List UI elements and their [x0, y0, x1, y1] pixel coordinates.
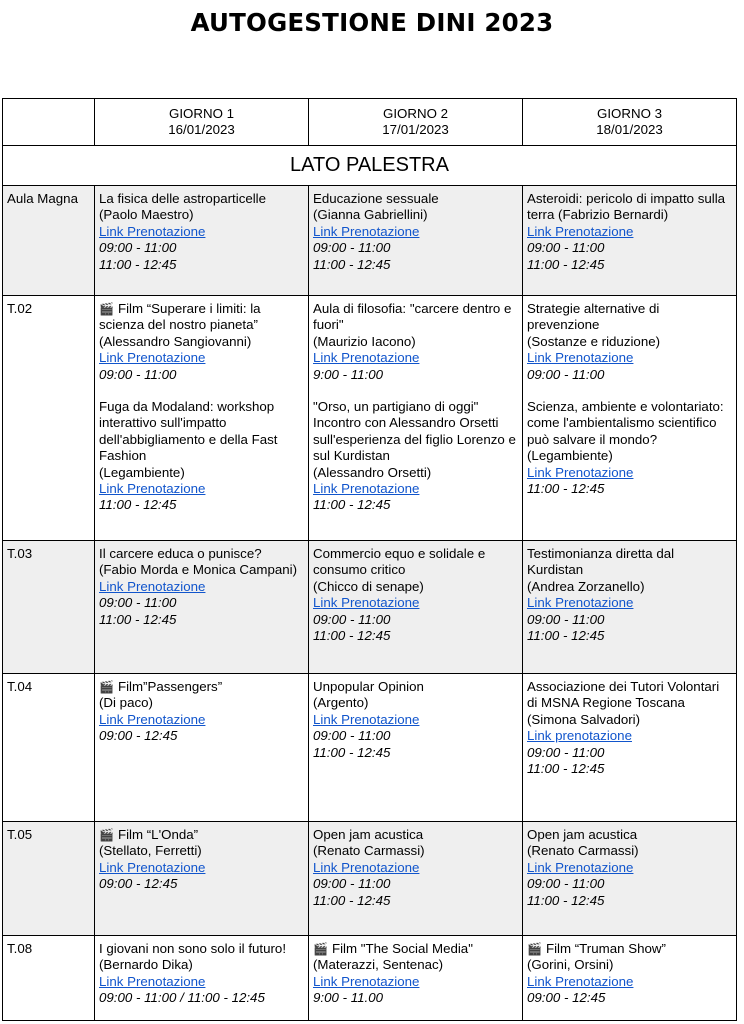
room-name: T.03 [3, 541, 95, 674]
spacer [99, 383, 304, 399]
time-slot: 11:00 - 12:45 [527, 628, 605, 644]
session-text: Aula di filosofia: "carcere dentro e fuori" [313, 301, 512, 333]
time-slot: 9:00 - 11:00 [313, 366, 383, 382]
session-text: Scienza, ambiente e volontariato: come l'ambientalismo scientifico può salvare il mondo? [527, 399, 724, 447]
clapperboard-icon: 🎬 [313, 942, 328, 956]
day-date: 16/01/2023 [168, 122, 235, 138]
clapperboard-icon: 🎬 [527, 942, 542, 956]
session-text: Commercio equo e solidale e consumo critico [313, 546, 486, 578]
room-name: Aula Magna [3, 186, 95, 296]
booking-link[interactable]: Link Prenotazione [313, 595, 420, 611]
session-text: Asteroidi: pericolo di impatto sulla terra (Fabrizio Bernardi) [527, 191, 726, 223]
session-text: Fuga da Modaland: workshop interattivo sull'impatto dell'abbigliamento e della Fast Fashion [99, 399, 278, 464]
clapperboard-icon: 🎬 [99, 302, 114, 316]
booking-link[interactable]: Link Prenotazione [99, 973, 206, 989]
time-slot: 09:00 - 11:00 [313, 611, 391, 627]
session-text: (Gianna Gabriellini) [313, 207, 428, 223]
room-row [3, 674, 737, 822]
room-row [3, 186, 737, 296]
session-cell [95, 186, 309, 296]
booking-link[interactable]: Link Prenotazione [313, 973, 420, 989]
time-slot: 09:00 - 11:00 [527, 744, 605, 760]
time-slot: 11:00 - 12:45 [313, 744, 391, 760]
session-cell [309, 541, 523, 674]
booking-link[interactable]: Link Prenotazione [99, 481, 206, 497]
booking-link[interactable]: Link Prenotazione [527, 973, 634, 989]
room-row [3, 936, 737, 1021]
time-slot: 11:00 - 12:45 [313, 892, 391, 908]
booking-link[interactable]: Link Prenotazione [313, 350, 420, 366]
day-1-header [95, 99, 309, 146]
session-cell [523, 186, 737, 296]
time-slot: 09:00 - 11:00 [99, 366, 177, 382]
day-2-header [309, 99, 523, 146]
session-text: Open jam acustica [527, 827, 638, 842]
room-row [3, 296, 737, 541]
session-cell [309, 186, 523, 296]
film-title [99, 679, 304, 695]
time-slot: 11:00 - 12:45 [527, 761, 605, 777]
session-cell [95, 822, 309, 936]
session-text: (Alessandro Sangiovanni) [99, 333, 252, 349]
time-slot: 11:00 - 12:45 [313, 628, 391, 644]
clapperboard-icon: 🎬 [99, 828, 114, 842]
header-corner-cell [3, 99, 95, 146]
film-title-text: Film”Passengers” [117, 679, 223, 694]
session-text: I giovani non sono solo il futuro! (Bernardo Dika) [99, 941, 287, 973]
booking-link[interactable]: Link Prenotazione [527, 464, 634, 480]
day-label: GIORNO 1 [168, 106, 235, 121]
film-title-text: Film “Superare i limiti: la scienza del nostro pianeta” [99, 301, 261, 333]
session-text: (Andrea Zorzanello) [527, 578, 645, 594]
session-cell [309, 674, 523, 822]
film-title [313, 941, 518, 957]
session-cell [523, 541, 737, 674]
time-slot: 09:00 - 11:00 [313, 876, 391, 892]
session-text: La fisica delle astroparticelle (Paolo Maestro) [99, 191, 267, 223]
session-cell [95, 541, 309, 674]
session-text: Open jam acustica [313, 827, 424, 842]
room-row [3, 541, 737, 674]
session-cell [523, 296, 737, 541]
session-text: (Alessandro Orsetti) [313, 464, 432, 480]
room-name: T.08 [3, 936, 95, 1021]
session-text: (Renato Carmassi) [527, 843, 639, 859]
session-cell [95, 936, 309, 1021]
session-text: (Argento) [313, 695, 369, 711]
time-slot: 09:00 - 11:00 [99, 240, 177, 256]
session-text: Il carcere educa o punisce? [99, 546, 262, 561]
film-title [527, 941, 732, 957]
booking-link[interactable]: Link Prenotazione [527, 223, 634, 239]
time-slot: 11:00 - 12:45 [99, 256, 177, 272]
session-text: (Gorini, Orsini) [527, 957, 614, 973]
time-slot: 11:00 - 12:45 [99, 497, 177, 513]
booking-link[interactable]: Link prenotazione [527, 728, 632, 744]
film-title [99, 301, 304, 334]
time-slot: 09:00 - 11:00 [527, 876, 605, 892]
session-text: Strategie alternative di prevenzione [527, 301, 660, 333]
booking-link[interactable]: Link Prenotazione [99, 711, 206, 727]
session-text: (Maurizio Iacono) [313, 333, 416, 349]
time-slot: 09:00 - 11:00 [99, 595, 177, 611]
session-text: (Fabio Morda e Monica Campani) [99, 562, 298, 578]
session-text: "Orso, un partigiano di oggi" Incontro con Alessandro Orsetti sull'esperienza del figlio Lorenzo e sul Kurdistan [313, 399, 516, 464]
session-cell [523, 822, 737, 936]
booking-link[interactable]: Link Prenotazione [527, 859, 634, 875]
clapperboard-icon: 🎬 [99, 680, 114, 694]
spacer [313, 383, 518, 399]
time-slot: 11:00 - 12:45 [313, 497, 391, 513]
time-slot: 11:00 - 12:45 [527, 481, 605, 497]
time-slot: 09:00 - 11:00 / 11:00 - 12:45 [99, 990, 265, 1006]
day-label: GIORNO 3 [596, 106, 663, 121]
schedule-table [2, 98, 737, 1021]
film-title-text: Film “L'Onda” [117, 827, 199, 842]
session-text: Testimonianza diretta dal Kurdistan [527, 546, 675, 578]
film-title-text: Film “Truman Show” [545, 941, 666, 956]
day-date: 17/01/2023 [382, 122, 449, 138]
session-text: (Legambiente) [527, 448, 613, 464]
booking-link[interactable]: Link Prenotazione [527, 350, 634, 366]
page-title: AUTOGESTIONE DINI 2023 [190, 8, 554, 37]
booking-link[interactable]: Link Prenotazione [313, 711, 420, 727]
booking-link[interactable]: Link Prenotazione [313, 481, 420, 497]
session-text: (Legambiente) [99, 464, 185, 480]
time-slot: 09:00 - 11:00 [313, 240, 391, 256]
booking-link[interactable]: Link Prenotazione [99, 859, 206, 875]
session-text: (Materazzi, Sentenac) [313, 957, 444, 973]
section-row [3, 146, 737, 186]
time-slot: 11:00 - 12:45 [99, 611, 177, 627]
time-slot: 09:00 - 11:00 [313, 728, 391, 744]
time-slot: 09:00 - 11:00 [527, 366, 605, 382]
session-text: (Simona Salvadori) [527, 711, 641, 727]
booking-link[interactable]: Link Prenotazione [99, 578, 206, 594]
session-text: Unpopular Opinion [313, 679, 424, 694]
film-title [99, 827, 304, 843]
session-cell [523, 674, 737, 822]
session-text: Associazione dei Tutori Volontari di MSNA Regione Toscana [527, 679, 720, 711]
time-slot: 09:00 - 11:00 [527, 611, 605, 627]
session-text: (Sostanze e riduzione) [527, 333, 661, 349]
time-slot: 09:00 - 12:45 [527, 990, 606, 1006]
day-date: 18/01/2023 [596, 122, 663, 138]
room-name: T.02 [3, 296, 95, 541]
session-text: (Renato Carmassi) [313, 843, 425, 859]
room-name: T.04 [3, 674, 95, 822]
day-3-header [523, 99, 737, 146]
time-slot: 11:00 - 12:45 [527, 892, 605, 908]
booking-link[interactable]: Link Prenotazione [313, 223, 420, 239]
spacer [527, 383, 732, 399]
header-row [3, 99, 737, 146]
session-cell [95, 674, 309, 822]
room-row [3, 822, 737, 936]
time-slot: 09:00 - 12:45 [99, 876, 178, 892]
film-title-text: Film "The Social Media" [331, 941, 473, 956]
time-slot: 9:00 - 11.00 [313, 990, 383, 1006]
room-name: T.05 [3, 822, 95, 936]
booking-link[interactable]: Link Prenotazione [527, 595, 634, 611]
session-cell [309, 936, 523, 1021]
session-text: (Stellato, Ferretti) [99, 843, 202, 859]
booking-link[interactable]: Link Prenotazione [313, 859, 420, 875]
section-title: LATO PALESTRA [3, 146, 737, 186]
session-text: Educazione sessuale [313, 191, 439, 206]
booking-link[interactable]: Link Prenotazione [99, 350, 206, 366]
time-slot: 11:00 - 12:45 [527, 256, 605, 272]
session-cell [309, 296, 523, 541]
session-text: (Di paco) [99, 695, 153, 711]
session-cell [309, 822, 523, 936]
session-cell [95, 296, 309, 541]
booking-link[interactable]: Link Prenotazione [99, 223, 206, 239]
session-text: (Chicco di senape) [313, 578, 424, 594]
day-label: GIORNO 2 [382, 106, 449, 121]
time-slot: 11:00 - 12:45 [313, 256, 391, 272]
time-slot: 09:00 - 11:00 [527, 240, 605, 256]
time-slot: 09:00 - 12:45 [99, 728, 178, 744]
session-cell [523, 936, 737, 1021]
